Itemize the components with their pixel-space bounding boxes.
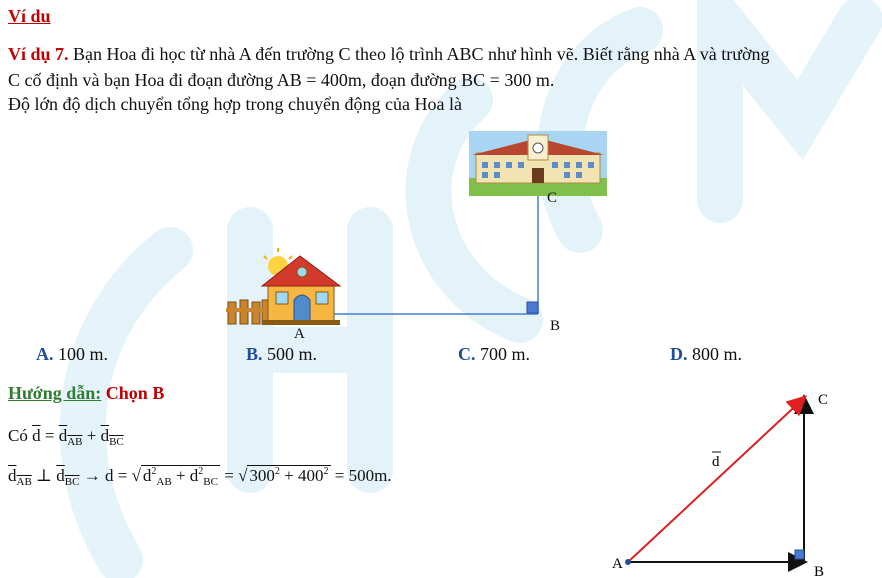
answer-a-letter: A. xyxy=(36,344,54,364)
perp-symbol: ⊥ xyxy=(31,466,57,485)
diagram-label-b: B xyxy=(814,564,825,578)
vec-d-bc: $d_{BC}$ xyxy=(100,426,124,448)
answer-b-letter: B. xyxy=(246,344,263,364)
vec-d-bc-2: $d_{BC}$ xyxy=(56,466,80,488)
vector-d xyxy=(628,398,804,562)
point-label-b: B xyxy=(550,318,561,334)
math-result: = 500m. xyxy=(330,466,392,485)
answer-d-letter: D. xyxy=(670,344,688,364)
math-line-2: $d_{AB}$ ⊥ $d_{BC} \to d$ = √ $d^2_{AB} + d^2_{BC}$ = √ $300^2 + 400^2 = 500m$. xyxy=(8,466,392,488)
d-equals: d = xyxy=(104,466,132,485)
diagram-label-c: C xyxy=(818,392,829,408)
guide-choice: Chọn B xyxy=(101,383,165,403)
sqrt-2: $300^2 + 400^2$ xyxy=(249,466,329,485)
point-a-dot xyxy=(625,559,631,565)
arrow-symbol: → xyxy=(79,466,105,485)
vec-d-ab-2: $d_{AB}$ xyxy=(8,466,32,488)
point-label-a: A xyxy=(294,326,305,342)
answer-a-text: 100 m. xyxy=(53,344,109,364)
answer-c-letter: C. xyxy=(458,344,476,364)
vec-d-ab: $d_{AB}$ xyxy=(58,426,83,448)
point-label-c: C xyxy=(547,190,558,206)
guide-label: Hướng dẫn: xyxy=(8,383,102,403)
section-heading: Ví du xyxy=(8,6,51,26)
math-eq: = xyxy=(40,426,59,445)
diagram-label-a: A xyxy=(612,556,623,572)
diagram-right-angle xyxy=(795,550,804,559)
answer-c-text: 700 m. xyxy=(475,344,531,364)
vec-d: $\overline{d}$ xyxy=(32,426,41,445)
sqrt-1: $d^2_{AB} + d^2_{BC}$ xyxy=(142,466,218,488)
problem-text-1: Bạn Hoa đi học từ nhà A đến trường C theo lộ trình ABC như hình vẽ. Biết rằng nhà A và trường xyxy=(68,44,770,64)
answer-d-text: 800 m. xyxy=(687,344,743,364)
problem-line-3: Độ lớn độ dịch chuyển tổng hợp trong chuyển động của Hoa là xyxy=(8,94,462,114)
diagram-label-d: d xyxy=(712,454,720,470)
math-plus: + xyxy=(82,426,101,445)
math-prefix: Có xyxy=(8,426,33,445)
problem-line-2: C cố định và bạn Hoa đi đoạn đường AB = 400m, đoạn đường BC = 300 m. xyxy=(8,70,555,90)
problem-label: Ví dụ 7. xyxy=(8,44,69,64)
answer-b-text: 500 m. xyxy=(262,344,318,364)
